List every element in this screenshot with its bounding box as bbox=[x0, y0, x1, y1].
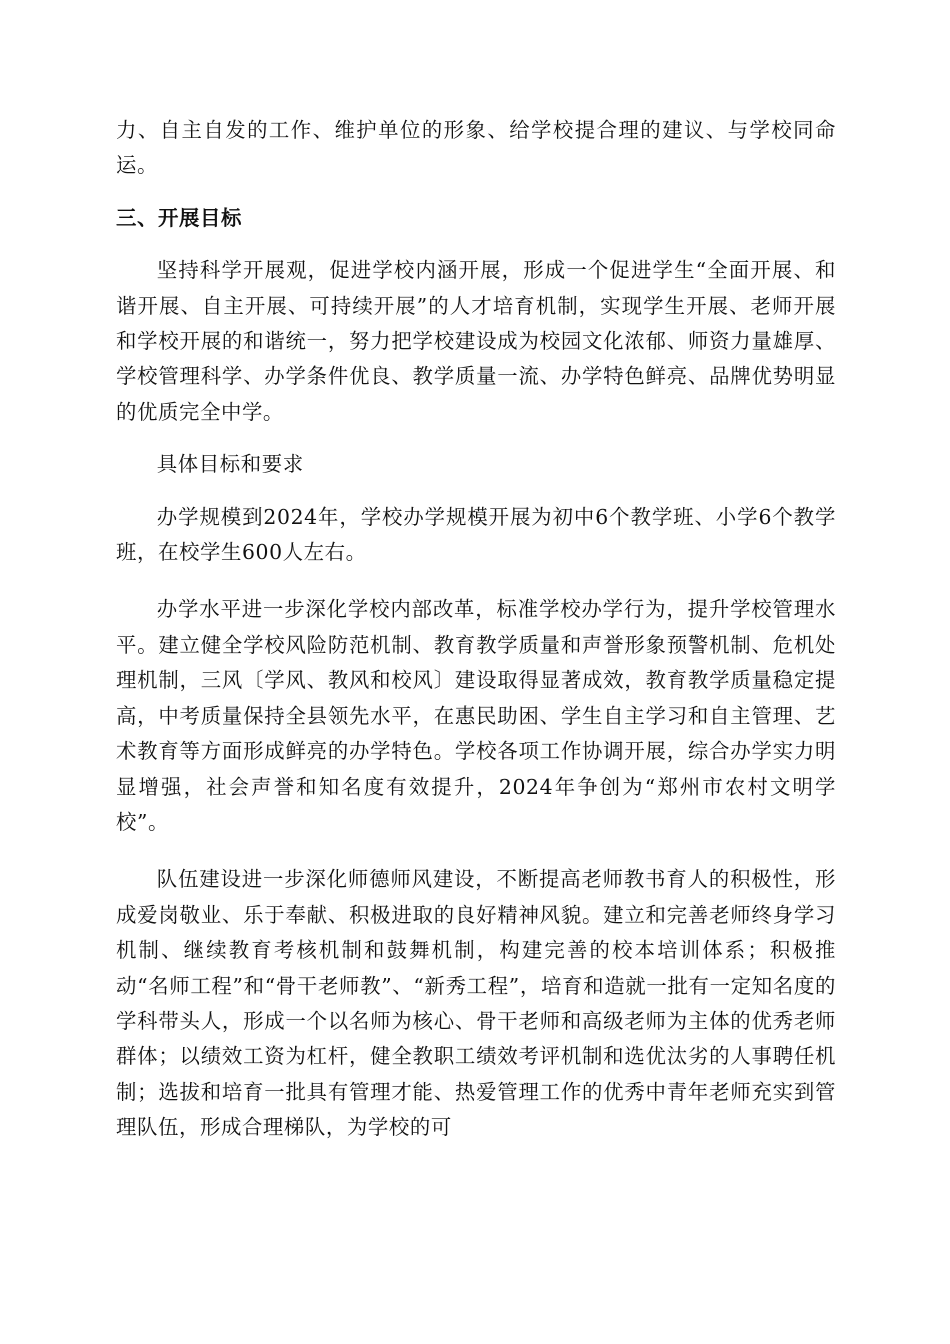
paragraph-sub-heading: 具体目标和要求 bbox=[156, 452, 304, 477]
paragraph-goal: 坚持科学开展观，促进学校内涵开展，形成一个促进学生“全面开展、和谐开展、自主开展、可持续开展”的人才培育机制，实现学生开展、老师开展和学校开展的和谐统一，努力把学校建设成为校园文化浓郁、师资力量雄厚、学校管理科学、办学条件优良、教学质量一流、办学特色鲜亮、品牌优势明显的优质完全中学。 bbox=[116, 258, 836, 424]
paragraph-team: 队伍建设进一步深化师德师风建设，不断提高老师教书育人的积极性，形成爱岗敬业、乐于奉献、积极进取的良好精神风貌。建立和完善老师终身学习机制、继续教育考核机制和鼓舞机制，构建完善的校本培训体系；积极推动“名师工程”和“骨干老师教”、“新秀工程”，培育和造就一批有一定知名度的学科带头人，形成一个以名师为核心、骨干老师和高级老师为主体的优秀老师群体；以绩效工资为杠杆，健全教职工绩效考评机制和选优汰劣的人事聘任机制；选拔和培育一批具有管理才能、热爱管理工作的优秀中青年老师充实到管理队伍，形成合理梯队，为学校的可 bbox=[116, 867, 836, 1140]
paragraph-level: 办学水平进一步深化学校内部改革，标准学校办学行为，提升学校管理水平。建立健全学校风险防范机制、教育教学质量和声誉形象预警机制、危机处理机制，三风〔学风、教风和校风〕建设取得显著成效，教育教学质量稳定提高，中考质量保持全县领先水平，在惠民助困、学生自主学习和自主管理、艺术教育等方面形成鲜亮的办学特色。学校各项工作协调开展，综合办学实力明显增强，社会声誉和知名度有效提升，2024年争创为“郑州市农村文明学校”。 bbox=[116, 597, 836, 834]
document-page bbox=[116, 113, 836, 1146]
paragraph-continuation: 力、自主自发的工作、维护单位的形象、给学校提合理的建议、与学校同命运。 bbox=[116, 118, 836, 178]
section-heading: 三、开展目标 bbox=[116, 205, 242, 230]
paragraph-scale: 办学规模到2024年，学校办学规模开展为初中6个教学班、小学6个教学班，在校学生600人左右。 bbox=[116, 504, 836, 565]
